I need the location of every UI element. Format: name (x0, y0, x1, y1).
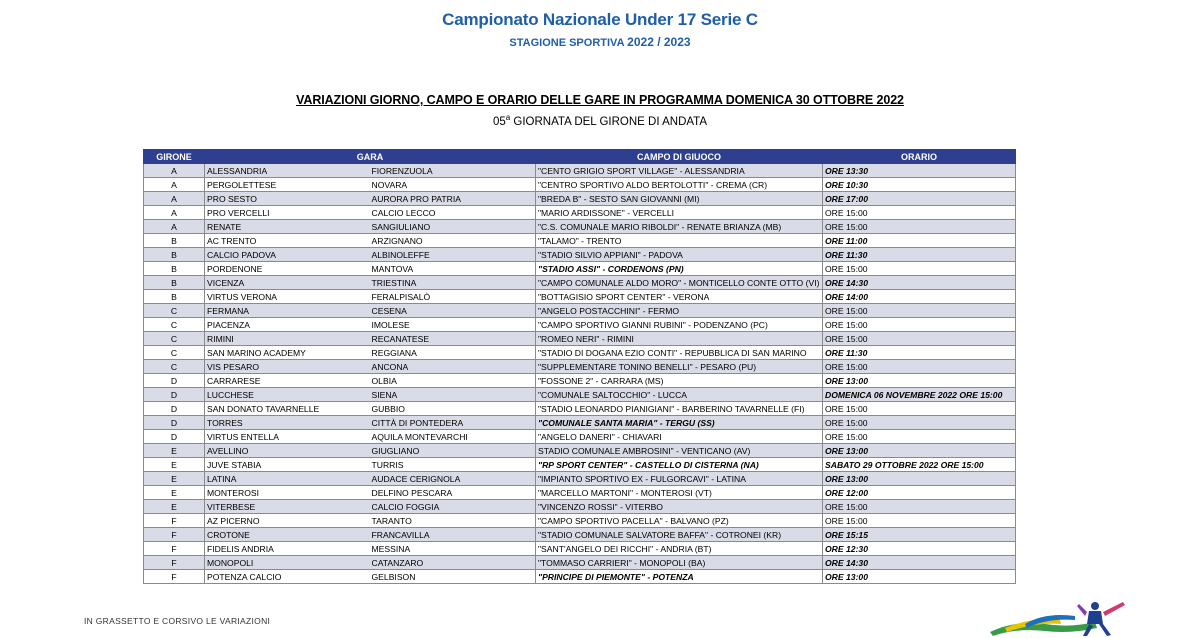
venue-cell: "MARIO ARDISSONE" - VERCELLI (536, 206, 823, 220)
home-team-cell: PERGOLETTESE (205, 178, 370, 192)
girone-cell: D (144, 402, 205, 416)
girone-cell: F (144, 556, 205, 570)
away-team-cell: ALBINOLEFFE (370, 248, 536, 262)
away-team-cell: IMOLESE (370, 318, 536, 332)
matchday-ordinal: a (505, 113, 511, 122)
season-line (0, 35, 1200, 49)
away-team-cell: GELBISON (370, 570, 536, 584)
table-row (144, 332, 1016, 346)
table-row (144, 528, 1016, 542)
sport-figure-logo-icon (985, 598, 1135, 638)
venue-cell: "BREDA B" - SESTO SAN GIOVANNI (MI) (536, 192, 823, 206)
home-team-cell: LUCCHESE (205, 388, 370, 402)
venue-cell: STADIO COMUNALE AMBROSINI" - VENTICANO (AV) (536, 444, 823, 458)
time-cell: ORE 10:30 (823, 178, 1016, 192)
girone-cell: E (144, 458, 205, 472)
girone-cell: A (144, 192, 205, 206)
time-cell: ORE 13:00 (823, 374, 1016, 388)
venue-cell: "STADIO SILVIO APPIANI" - PADOVA (536, 248, 823, 262)
table-row (144, 500, 1016, 514)
home-team-cell: VICENZA (205, 276, 370, 290)
home-team-cell: FERMANA (205, 304, 370, 318)
time-cell: ORE 13:00 (823, 444, 1016, 458)
home-team-cell: LATINA (205, 472, 370, 486)
venue-cell: "STADIO COMUNALE SALVATORE BAFFA" - COTRONEI (KR) (536, 528, 823, 542)
time-cell: ORE 15:00 (823, 430, 1016, 444)
venue-cell: "BOTTAGISIO SPORT CENTER" - VERONA (536, 290, 823, 304)
home-team-cell: PRO VERCELLI (205, 206, 370, 220)
girone-cell: D (144, 430, 205, 444)
girone-cell: A (144, 220, 205, 234)
away-team-cell: ARZIGNANO (370, 234, 536, 248)
venue-cell: "SUPPLEMENTARE TONINO BENELLI" - PESARO (PU) (536, 360, 823, 374)
girone-cell: A (144, 178, 205, 192)
away-team-cell: TRIESTINA (370, 276, 536, 290)
time-cell: ORE 12:30 (823, 542, 1016, 556)
time-cell: ORE 15:00 (823, 500, 1016, 514)
time-cell: ORE 15:00 (823, 262, 1016, 276)
girone-cell: E (144, 444, 205, 458)
venue-cell: "CENTRO SPORTIVO ALDO BERTOLOTTI" - CREMA (CR) (536, 178, 823, 192)
home-team-cell: VIRTUS VERONA (205, 290, 370, 304)
home-team-cell: PORDENONE (205, 262, 370, 276)
table-row (144, 178, 1016, 192)
girone-cell: F (144, 514, 205, 528)
time-cell: ORE 15:00 (823, 332, 1016, 346)
away-team-cell: AUDACE CERIGNOLA (370, 472, 536, 486)
girone-cell: B (144, 262, 205, 276)
away-team-cell: CALCIO FOGGIA (370, 500, 536, 514)
away-team-cell: GIUGLIANO (370, 444, 536, 458)
venue-cell: "CENTO GRIGIO SPORT VILLAGE" - ALESSANDRIA (536, 164, 823, 178)
table-row (144, 360, 1016, 374)
time-cell: ORE 17:00 (823, 192, 1016, 206)
away-team-cell: CESENA (370, 304, 536, 318)
table-row (144, 472, 1016, 486)
home-team-cell: CALCIO PADOVA (205, 248, 370, 262)
away-team-cell: MESSINA (370, 542, 536, 556)
time-cell: ORE 11:00 (823, 234, 1016, 248)
table-header-row (144, 150, 1016, 164)
header-girone: GIRONE (144, 150, 205, 164)
home-team-cell: SAN DONATO TAVARNELLE (205, 402, 370, 416)
girone-cell: C (144, 332, 205, 346)
girone-cell: D (144, 388, 205, 402)
table-row (144, 458, 1016, 472)
girone-cell: D (144, 374, 205, 388)
home-team-cell: JUVE STABIA (205, 458, 370, 472)
table-row (144, 570, 1016, 584)
venue-cell: "TOMMASO CARRIERI" - MONOPOLI (BA) (536, 556, 823, 570)
time-cell: ORE 15:00 (823, 220, 1016, 234)
girone-cell: B (144, 234, 205, 248)
venue-cell: "STADIO LEONARDO PIANIGIANI" - BARBERINO TAVARNELLE (FI) (536, 402, 823, 416)
venue-cell: "RP SPORT CENTER" - CASTELLO DI CISTERNA (NA) (536, 458, 823, 472)
table-row (144, 262, 1016, 276)
home-team-cell: FIDELIS ANDRIA (205, 542, 370, 556)
table-row (144, 164, 1016, 178)
away-team-cell: AQUILA MONTEVARCHI (370, 430, 536, 444)
home-team-cell: AC TRENTO (205, 234, 370, 248)
home-team-cell: MONOPOLI (205, 556, 370, 570)
girone-cell: F (144, 542, 205, 556)
venue-cell: "CAMPO COMUNALE ALDO MORO" - MONTICELLO CONTE OTTO (VI) (536, 276, 823, 290)
table-row (144, 416, 1016, 430)
season-years: 2022 / 2023 (627, 35, 691, 49)
girone-cell: C (144, 360, 205, 374)
girone-cell: F (144, 528, 205, 542)
home-team-cell: SAN MARINO ACADEMY (205, 346, 370, 360)
championship-title: Campionato Nazionale Under 17 Serie C (442, 10, 758, 29)
girone-cell: B (144, 248, 205, 262)
home-team-cell: VIS PESARO (205, 360, 370, 374)
table-row (144, 444, 1016, 458)
matchday-number: 05 (492, 115, 506, 128)
away-team-cell: SANGIULIANO (370, 220, 536, 234)
girone-cell: B (144, 276, 205, 290)
girone-cell: F (144, 570, 205, 584)
home-team-cell: RIMINI (205, 332, 370, 346)
away-team-cell: OLBIA (370, 374, 536, 388)
venue-cell: "COMUNALE SANTA MARIA" - TERGU (SS) (536, 416, 823, 430)
variations-table (143, 149, 1016, 584)
venue-cell: "STADIO DI DOGANA EZIO CONTI" - REPUBBLICA DI SAN MARINO (536, 346, 823, 360)
away-team-cell: FERALPISALÒ (370, 290, 536, 304)
away-team-cell: REGGIANA (370, 346, 536, 360)
home-team-cell: VIRTUS ENTELLA (205, 430, 370, 444)
home-team-cell: CROTONE (205, 528, 370, 542)
away-team-cell: RECANATESE (370, 332, 536, 346)
girone-cell: E (144, 500, 205, 514)
table-row (144, 290, 1016, 304)
away-team-cell: CITTÀ DI PONTEDERA (370, 416, 536, 430)
home-team-cell: TORRES (205, 416, 370, 430)
home-team-cell: POTENZA CALCIO (205, 570, 370, 584)
away-team-cell: CATANZARO (370, 556, 536, 570)
table-row (144, 346, 1016, 360)
away-team-cell: GUBBIO (370, 402, 536, 416)
time-cell: ORE 13:00 (823, 570, 1016, 584)
girone-cell: C (144, 346, 205, 360)
header-campo: CAMPO DI GIUOCO (536, 150, 823, 164)
away-team-cell: TURRIS (370, 458, 536, 472)
document-subtitle (0, 113, 1200, 128)
table-row (144, 542, 1016, 556)
time-cell: ORE 12:00 (823, 486, 1016, 500)
venue-cell: "PRINCIPE DI PIEMONTE" - POTENZA (536, 570, 823, 584)
table-row (144, 430, 1016, 444)
time-cell: ORE 13:30 (823, 164, 1016, 178)
girone-cell: A (144, 164, 205, 178)
time-cell: DOMENICA 06 NOVEMBRE 2022 ORE 15:00 (823, 388, 1016, 402)
away-team-cell: FIORENZUOLA (370, 164, 536, 178)
table-row (144, 206, 1016, 220)
table-row (144, 556, 1016, 570)
matchday-description: GIORNATA DEL GIRONE DI ANDATA (510, 115, 708, 128)
table-row (144, 486, 1016, 500)
girone-cell: A (144, 206, 205, 220)
table-row (144, 318, 1016, 332)
time-cell: ORE 15:00 (823, 206, 1016, 220)
home-team-cell: AVELLINO (205, 444, 370, 458)
away-team-cell: MANTOVA (370, 262, 536, 276)
away-team-cell: ANCONA (370, 360, 536, 374)
venue-cell: "CAMPO SPORTIVO GIANNI RUBINI" - PODENZANO (PC) (536, 318, 823, 332)
time-cell: ORE 14:30 (823, 556, 1016, 570)
time-cell: ORE 14:30 (823, 276, 1016, 290)
away-team-cell: CALCIO LECCO (370, 206, 536, 220)
time-cell: ORE 11:30 (823, 248, 1016, 262)
footnote: IN GRASSETTO E CORSIVO LE VARIAZIONI (84, 616, 271, 626)
table-row (144, 514, 1016, 528)
venue-cell: "VINCENZO ROSSI" - VITERBO (536, 500, 823, 514)
time-cell: ORE 15:00 (823, 416, 1016, 430)
away-team-cell: DELFINO PESCARA (370, 486, 536, 500)
venue-cell: "CAMPO SPORTIVO PACELLA" - BALVANO (PZ) (536, 514, 823, 528)
table-row (144, 220, 1016, 234)
document-title: VARIAZIONI GIORNO, CAMPO E ORARIO DELLE GARE IN PROGRAMMA DOMENICA 30 OTTOBRE 2022 (296, 93, 904, 107)
table-row (144, 234, 1016, 248)
home-team-cell: VITERBESE (205, 500, 370, 514)
table-row (144, 276, 1016, 290)
girone-cell: D (144, 416, 205, 430)
girone-cell: C (144, 318, 205, 332)
time-cell: ORE 15:00 (823, 402, 1016, 416)
time-cell: ORE 15:00 (823, 360, 1016, 374)
header-gara: GARA (205, 150, 536, 164)
girone-cell: E (144, 486, 205, 500)
table-row (144, 248, 1016, 262)
header-orario: ORARIO (823, 150, 1016, 164)
venue-cell: "STADIO ASSI" - CORDENONS (PN) (536, 262, 823, 276)
girone-cell: C (144, 304, 205, 318)
home-team-cell: CARRARESE (205, 374, 370, 388)
venue-cell: "ANGELO POSTACCHINI" - FERMO (536, 304, 823, 318)
time-cell: ORE 15:00 (823, 304, 1016, 318)
venue-cell: "SANT'ANGELO DEI RICCHI" - ANDRIA (BT) (536, 542, 823, 556)
home-team-cell: PIACENZA (205, 318, 370, 332)
time-cell: SABATO 29 OTTOBRE 2022 ORE 15:00 (823, 458, 1016, 472)
table-row (144, 374, 1016, 388)
venue-cell: "ROMEO NERI" - RIMINI (536, 332, 823, 346)
away-team-cell: SIENA (370, 388, 536, 402)
table-row (144, 192, 1016, 206)
away-team-cell: AURORA PRO PATRIA (370, 192, 536, 206)
girone-cell: E (144, 472, 205, 486)
girone-cell: B (144, 290, 205, 304)
venue-cell: "FOSSONE 2" - CARRARA (MS) (536, 374, 823, 388)
time-cell: ORE 13:00 (823, 472, 1016, 486)
home-team-cell: RENATE (205, 220, 370, 234)
away-team-cell: TARANTO (370, 514, 536, 528)
time-cell: ORE 14:00 (823, 290, 1016, 304)
venue-cell: "C.S. COMUNALE MARIO RIBOLDI" - RENATE BRIANZA (MB) (536, 220, 823, 234)
home-team-cell: AZ PICERNO (205, 514, 370, 528)
time-cell: ORE 15:15 (823, 528, 1016, 542)
venue-cell: "COMUNALE SALTOCCHIO" - LUCCA (536, 388, 823, 402)
venue-cell: "IMPIANTO SPORTIVO EX - FULGORCAVI" - LATINA (536, 472, 823, 486)
table-row (144, 402, 1016, 416)
away-team-cell: NOVARA (370, 178, 536, 192)
time-cell: ORE 15:00 (823, 318, 1016, 332)
season-prefix: STAGIONE SPORTIVA (509, 37, 625, 49)
away-team-cell: FRANCAVILLA (370, 528, 536, 542)
home-team-cell: PRO SESTO (205, 192, 370, 206)
home-team-cell: ALESSANDRIA (205, 164, 370, 178)
table-row (144, 388, 1016, 402)
time-cell: ORE 15:00 (823, 514, 1016, 528)
home-team-cell: MONTEROSI (205, 486, 370, 500)
venue-cell: "TALAMO" - TRENTO (536, 234, 823, 248)
venue-cell: "MARCELLO MARTONI" - MONTEROSI (VT) (536, 486, 823, 500)
time-cell: ORE 11:30 (823, 346, 1016, 360)
table-row (144, 304, 1016, 318)
venue-cell: "ANGELO DANERI" - CHIAVARI (536, 430, 823, 444)
